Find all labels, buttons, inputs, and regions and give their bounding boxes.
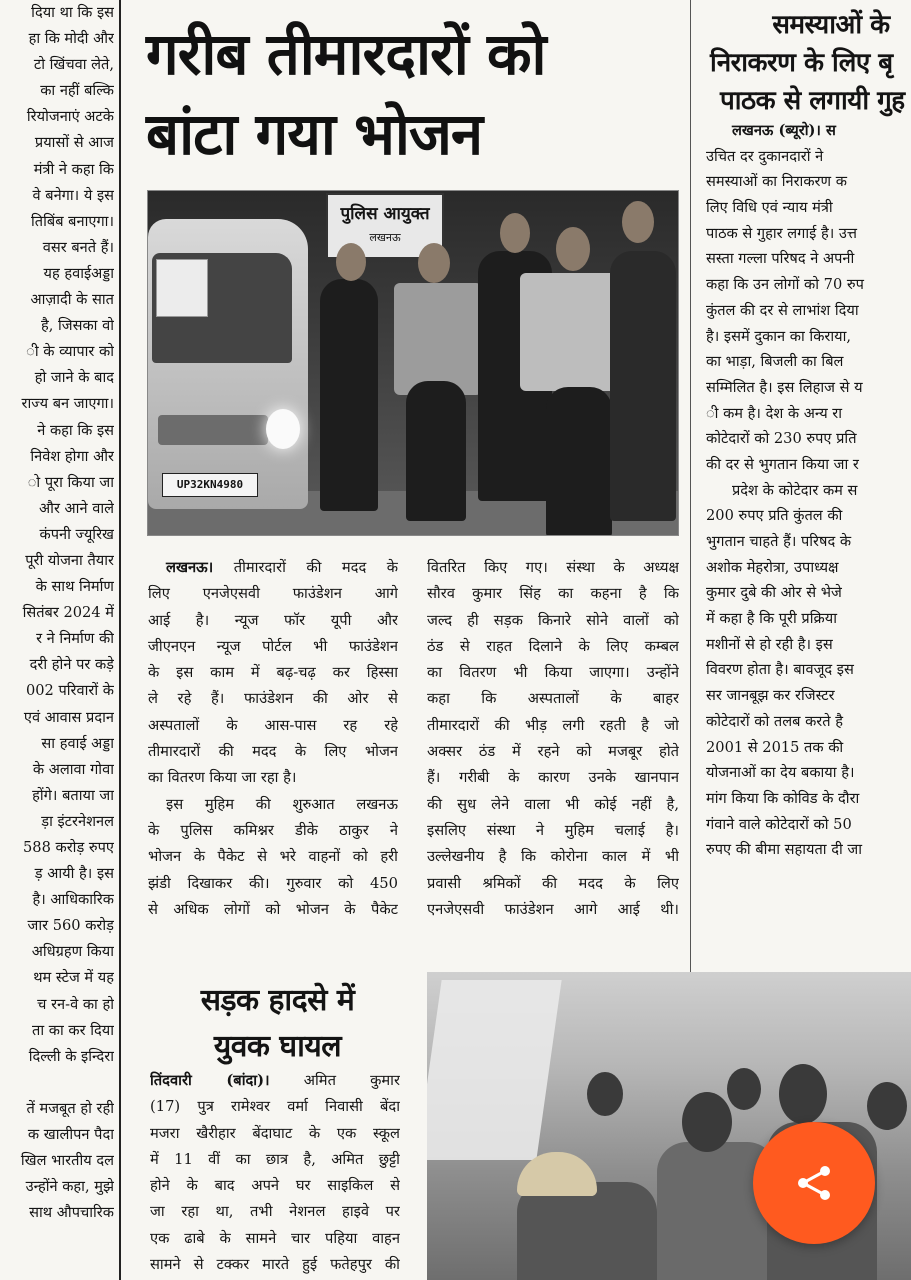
right-story-line: का भाड़ा, बिजली का बिल bbox=[706, 353, 844, 371]
left-column-line: और आने वाले bbox=[39, 499, 114, 517]
column-2-line: सौरव कुमार सिंह का कहना है कि bbox=[427, 585, 679, 603]
person-2-head bbox=[418, 243, 450, 283]
left-column-line: पूरी योजना तैयार bbox=[25, 551, 114, 569]
column-1-line bbox=[148, 555, 398, 581]
left-column-line: दरी होने पर कड़े bbox=[29, 656, 114, 674]
right-story-line: पाठक से गुहार लगाई है। उत्त bbox=[706, 224, 857, 242]
main-headline-line1: गरीब तीमारदारों को bbox=[146, 20, 546, 88]
column-1-line: का वितरण किया जा रहा है। bbox=[148, 769, 297, 787]
flag bbox=[427, 980, 562, 1160]
number-plate: UP32KN4980 bbox=[162, 473, 258, 497]
left-column-line: के अलावा गोवा bbox=[32, 760, 114, 778]
column-1-line: से अधिक लोगों को भोजन के पैकेट bbox=[148, 900, 398, 918]
main-story-dateline: लखनऊ। bbox=[166, 559, 214, 576]
main-story-photo bbox=[147, 190, 679, 536]
second-story-line-text: अमित कुमार bbox=[303, 1072, 400, 1089]
column-2-line: अक्सर ठंड में रहने को मजबूर होते bbox=[427, 743, 679, 761]
left-column-line: है, जिसका वो bbox=[40, 317, 114, 335]
right-story-line: रुपए की बीमा सहायता दी जा bbox=[706, 841, 862, 859]
right-story-line: कहा कि उन लोगों को 70 रुप bbox=[706, 276, 864, 294]
right-story-line: गंवाने वाले कोटेदारों को 50 bbox=[706, 815, 852, 833]
second-headline-line1: सड़क हादसे में bbox=[200, 983, 355, 1018]
column-1-line: झंडी दिखाकर की। गुरुवार को 450 bbox=[148, 874, 398, 892]
right-story-line: योजनाओं का देय बकाया है। bbox=[706, 764, 855, 782]
share-icon bbox=[794, 1163, 834, 1203]
right-story-line: ी कम है। देश के अन्य रा bbox=[706, 404, 843, 422]
sign-text-line1: पुलिस आयुक्त bbox=[340, 204, 430, 224]
left-column-line: निवेश होगा और bbox=[30, 447, 114, 465]
second-story-line: मजरा खैरीहार बेंदाघाट के एक स्कूल bbox=[150, 1124, 400, 1142]
left-column-line: कंपनी ज्यूरिख bbox=[39, 525, 114, 543]
crowd-head-4 bbox=[587, 1072, 623, 1116]
share-button[interactable] bbox=[753, 1122, 875, 1244]
second-story-headline bbox=[150, 978, 405, 1070]
second-story-line: (17) पुत्र रामेश्वर वर्मा निवासी बेंदा bbox=[150, 1098, 400, 1116]
column-1-line: के पुलिस कमिश्नर डीके ठाकुर ने bbox=[148, 821, 398, 839]
column-1-line: अस्पतालों के आस-पास रह रहे bbox=[148, 716, 398, 734]
person-2 bbox=[406, 381, 466, 521]
right-story-line: सस्ता गल्ला परिषद ने अपनी bbox=[706, 250, 855, 268]
column-1-line: के इस काम में बढ़-चढ़ कर हिस्सा bbox=[148, 664, 398, 682]
right-story-line: समस्याओं का निराकरण क bbox=[706, 173, 847, 191]
left-column-line: उन्होंने कहा, मुझे bbox=[25, 1178, 114, 1196]
right-headline-line3: पाठक से लगायी गुह bbox=[720, 86, 905, 116]
column-divider-left bbox=[119, 0, 121, 1280]
left-column-line: खिल भारतीय दल bbox=[20, 1152, 114, 1170]
left-column-line: हा कि मोदी और bbox=[28, 30, 114, 48]
right-headline-line1: समस्याओं के bbox=[772, 10, 890, 40]
person-3-head bbox=[500, 213, 530, 253]
left-column-line: आज़ादी के सात bbox=[30, 291, 114, 309]
left-column-line: क खालीपन पैदा bbox=[27, 1125, 114, 1143]
right-story-line: 2001 से 2015 तक की bbox=[706, 738, 844, 756]
right-story-line: कोटेदारों को 230 रुपए प्रति bbox=[706, 430, 857, 448]
left-column-line: ड़ आयी है। इस bbox=[34, 865, 114, 883]
main-headline bbox=[146, 14, 706, 174]
right-story-body bbox=[696, 118, 911, 863]
right-story-line: 200 रुपए प्रति कुंतल की bbox=[706, 507, 843, 525]
second-story-line: सामने से टक्कर मारते हुई फतेहपुर की bbox=[150, 1256, 400, 1274]
column-2-line: एनजेएसवी फाउंडेशन आगे आई थी। bbox=[427, 900, 679, 918]
van-headlamp bbox=[266, 409, 300, 449]
second-headline-line2: युवक घायल bbox=[213, 1029, 342, 1064]
second-story-line bbox=[150, 1068, 400, 1094]
right-story-line: उचित दर दुकानदारों ने bbox=[706, 147, 824, 165]
left-column-line: 588 करोड़ रुपए bbox=[23, 839, 114, 856]
left-column-line: दिल्ली के इन्दिरा bbox=[28, 1047, 114, 1065]
second-story-line: एक ढाबे के सामने चार पहिया वाहन bbox=[150, 1229, 400, 1247]
column-2-line: वितरित किए गए। संस्था के अध्यक्ष bbox=[427, 559, 679, 576]
right-story-line: में कहा है कि पूरी प्रक्रिया bbox=[706, 610, 837, 628]
left-column-line: साथ औपचारिक bbox=[29, 1204, 114, 1222]
right-story-line: कुंतल की दर से लाभांश दिया bbox=[706, 301, 859, 319]
left-column-line: प्रयासों से आज bbox=[34, 134, 114, 152]
left-column-line: ने कहा कि इस bbox=[37, 421, 114, 439]
person-1 bbox=[320, 279, 378, 511]
left-column-line: जार 560 करोड़ bbox=[27, 917, 114, 935]
column-1-line: ले रहे हैं। फाउंडेशन की ओर से bbox=[148, 690, 398, 708]
person-5 bbox=[610, 251, 676, 521]
second-story-dateline: तिंदवारी (बांदा)। bbox=[150, 1072, 270, 1089]
right-story-line: सर जानबूझ कर रजिस्टर bbox=[706, 687, 835, 705]
left-column-line: टो खिंचवा लेते, bbox=[33, 56, 114, 74]
left-column-line: रियोजनाएं अटके bbox=[26, 108, 114, 126]
column-2-line: की सुध लेने वाला भी कोई नहीं है, bbox=[427, 795, 679, 813]
left-column-line: यह हवाईअड्डा bbox=[43, 264, 114, 282]
left-column-gap bbox=[0, 1070, 114, 1096]
left-column-line: 002 परिवारों के bbox=[25, 682, 114, 700]
left-column-line: च रन-वे का हो bbox=[37, 995, 114, 1013]
second-story-body bbox=[150, 1068, 400, 1278]
left-column-line: थम स्टेज में यह bbox=[33, 969, 114, 987]
right-story-line: कोटेदारों को तलब करते है bbox=[706, 712, 843, 730]
column-1-line: आई है। न्यूज फॉर यूपी और bbox=[148, 611, 398, 629]
crowd-head-2 bbox=[682, 1092, 732, 1152]
column-2-line: उल्लेखनीय है कि कोरोना काल में भी bbox=[427, 848, 679, 866]
right-story-line: है। इसमें दुकान का किराया, bbox=[706, 327, 852, 345]
column-1-line: इस मुहिम की शुरुआत लखनऊ bbox=[166, 795, 398, 813]
person-5-head bbox=[622, 201, 654, 243]
column-divider-right bbox=[690, 0, 691, 975]
left-column-line: र ने निर्माण की bbox=[36, 630, 114, 648]
left-column-line: दिया था कि इस bbox=[31, 4, 114, 21]
left-column-line: तिबिंब बनाएगा। bbox=[31, 212, 114, 230]
van-paper-notice bbox=[156, 259, 208, 317]
right-story-line: अशोक मेहरोत्रा, उपाध्यक्ष bbox=[706, 558, 839, 576]
right-story-line: सम्मिलित है। इस लिहाज से य bbox=[706, 378, 863, 396]
second-story-line: जा रहा था, तभी नेशनल हाइवे पर bbox=[150, 1203, 400, 1221]
crowd-head-5 bbox=[727, 1068, 761, 1110]
column-2-line: प्रवासी श्रमिकों की मदद के लिए bbox=[427, 874, 679, 892]
left-column-line: है। आधिकारिक bbox=[32, 891, 114, 909]
van bbox=[148, 219, 308, 509]
crowd-head-6 bbox=[867, 1082, 907, 1130]
left-column-line: अधिग्रहण किया bbox=[31, 943, 114, 961]
left-column-line: होंगे। बताया जा bbox=[32, 786, 114, 804]
right-story-headline bbox=[696, 6, 911, 120]
column-2-line: जल्द ही सड़क किनारे सोने वालों को bbox=[427, 611, 679, 629]
sign-text-line2: लखनऊ bbox=[369, 231, 401, 244]
person-4-head bbox=[556, 227, 590, 271]
left-column-line: तें मजबूत हो रही bbox=[26, 1099, 114, 1117]
main-headline-line2: बांटा गया भोजन bbox=[146, 100, 483, 168]
second-story-line: होने के बाद अपने घर साइकिल से bbox=[150, 1177, 400, 1195]
left-column-line: ता का कर दिया bbox=[32, 1021, 114, 1039]
column-1-line: लिए एनजेएसवी फाउंडेशन आगे bbox=[148, 585, 398, 603]
right-story-line: मांग किया कि कोविड के दौरा bbox=[706, 789, 860, 807]
right-headline-line2: निराकरण के लिए बृ bbox=[710, 48, 893, 78]
left-column-line: ी के व्यापार को bbox=[26, 343, 114, 361]
main-story-column-2 bbox=[427, 555, 679, 923]
main-story-column-1 bbox=[148, 555, 398, 923]
person-1-head bbox=[336, 243, 366, 281]
column-2-line: तीमारदारों की भीड़ लगी रहती है जो bbox=[427, 716, 679, 734]
column-1-line: जीएनएन न्यूज पोर्टल भी फाउंडेशन bbox=[148, 637, 398, 655]
right-story-line: विवरण होता है। बावजूद इस bbox=[706, 661, 854, 679]
left-column-line: मंत्री ने कहा कि bbox=[33, 160, 114, 178]
left-column-line: एवं आवास प्रदान bbox=[23, 708, 114, 726]
left-column-text bbox=[0, 0, 114, 1280]
left-column-line: वसर बनते हैं। bbox=[42, 238, 114, 256]
left-column-line: ो पूरा किया जा bbox=[27, 473, 114, 491]
left-column-line: ड़ा इंटरनेशनल bbox=[41, 812, 114, 830]
right-story-line: लिए विधि एवं न्याय मंत्री bbox=[706, 199, 833, 217]
column-2-line: इसलिए संस्था ने मुहिम चलाई है। bbox=[427, 821, 679, 839]
left-column-line: राज्य बन जाएगा। bbox=[21, 395, 114, 413]
person-2-vest bbox=[394, 283, 482, 395]
left-column-line: सितंबर 2024 में bbox=[22, 604, 114, 622]
left-column-line: के साथ निर्माण bbox=[35, 578, 114, 596]
right-story-line: भुगतान चाहते हैं। परिषद के bbox=[706, 533, 852, 550]
right-story-line: प्रदेश के कोटेदार कम स bbox=[732, 481, 858, 499]
column-1-line: तीमारदारों की मदद के लिए भोजन bbox=[148, 743, 398, 761]
left-column-line: सा हवाई अड्डा bbox=[41, 734, 114, 752]
person-4 bbox=[546, 387, 612, 536]
left-column-line: वे बनेगा। ये इस bbox=[32, 186, 114, 204]
second-story-line: में 11 वीं का छात्र है, अमित छुट्टी bbox=[150, 1150, 400, 1168]
right-story-line: की दर से भुगतान किया जा र bbox=[706, 455, 859, 473]
column-1-line: भोजन के पैकेट से भरे वाहनों को हरी bbox=[148, 848, 398, 866]
right-story-line: लखनऊ (ब्यूरो)। स bbox=[732, 122, 836, 139]
crowd-person-1 bbox=[517, 1182, 657, 1280]
column-1-line-text: तीमारदारों की मदद के bbox=[233, 559, 398, 576]
right-story-line: मशीनों से हो रही है। इस bbox=[706, 635, 833, 653]
van-grill bbox=[158, 415, 268, 445]
left-column-line: का नहीं बल्कि bbox=[40, 82, 114, 100]
column-2-line: कहा कि अस्पतालों के बाहर bbox=[427, 690, 679, 708]
column-2-line: हैं। गरीबी के कारण उनके खानपान bbox=[427, 769, 679, 787]
column-2-line: का वितरण भी किया जाएगा। उन्होंने bbox=[427, 664, 679, 682]
column-2-line: ठंड से राहत दिलाने के लिए कम्बल bbox=[427, 637, 679, 655]
right-story-line: कुमार दुबे की ओर से भेजे bbox=[706, 584, 842, 602]
left-column-line: हो जाने के बाद bbox=[34, 369, 114, 387]
crowd-head-3 bbox=[779, 1064, 827, 1124]
